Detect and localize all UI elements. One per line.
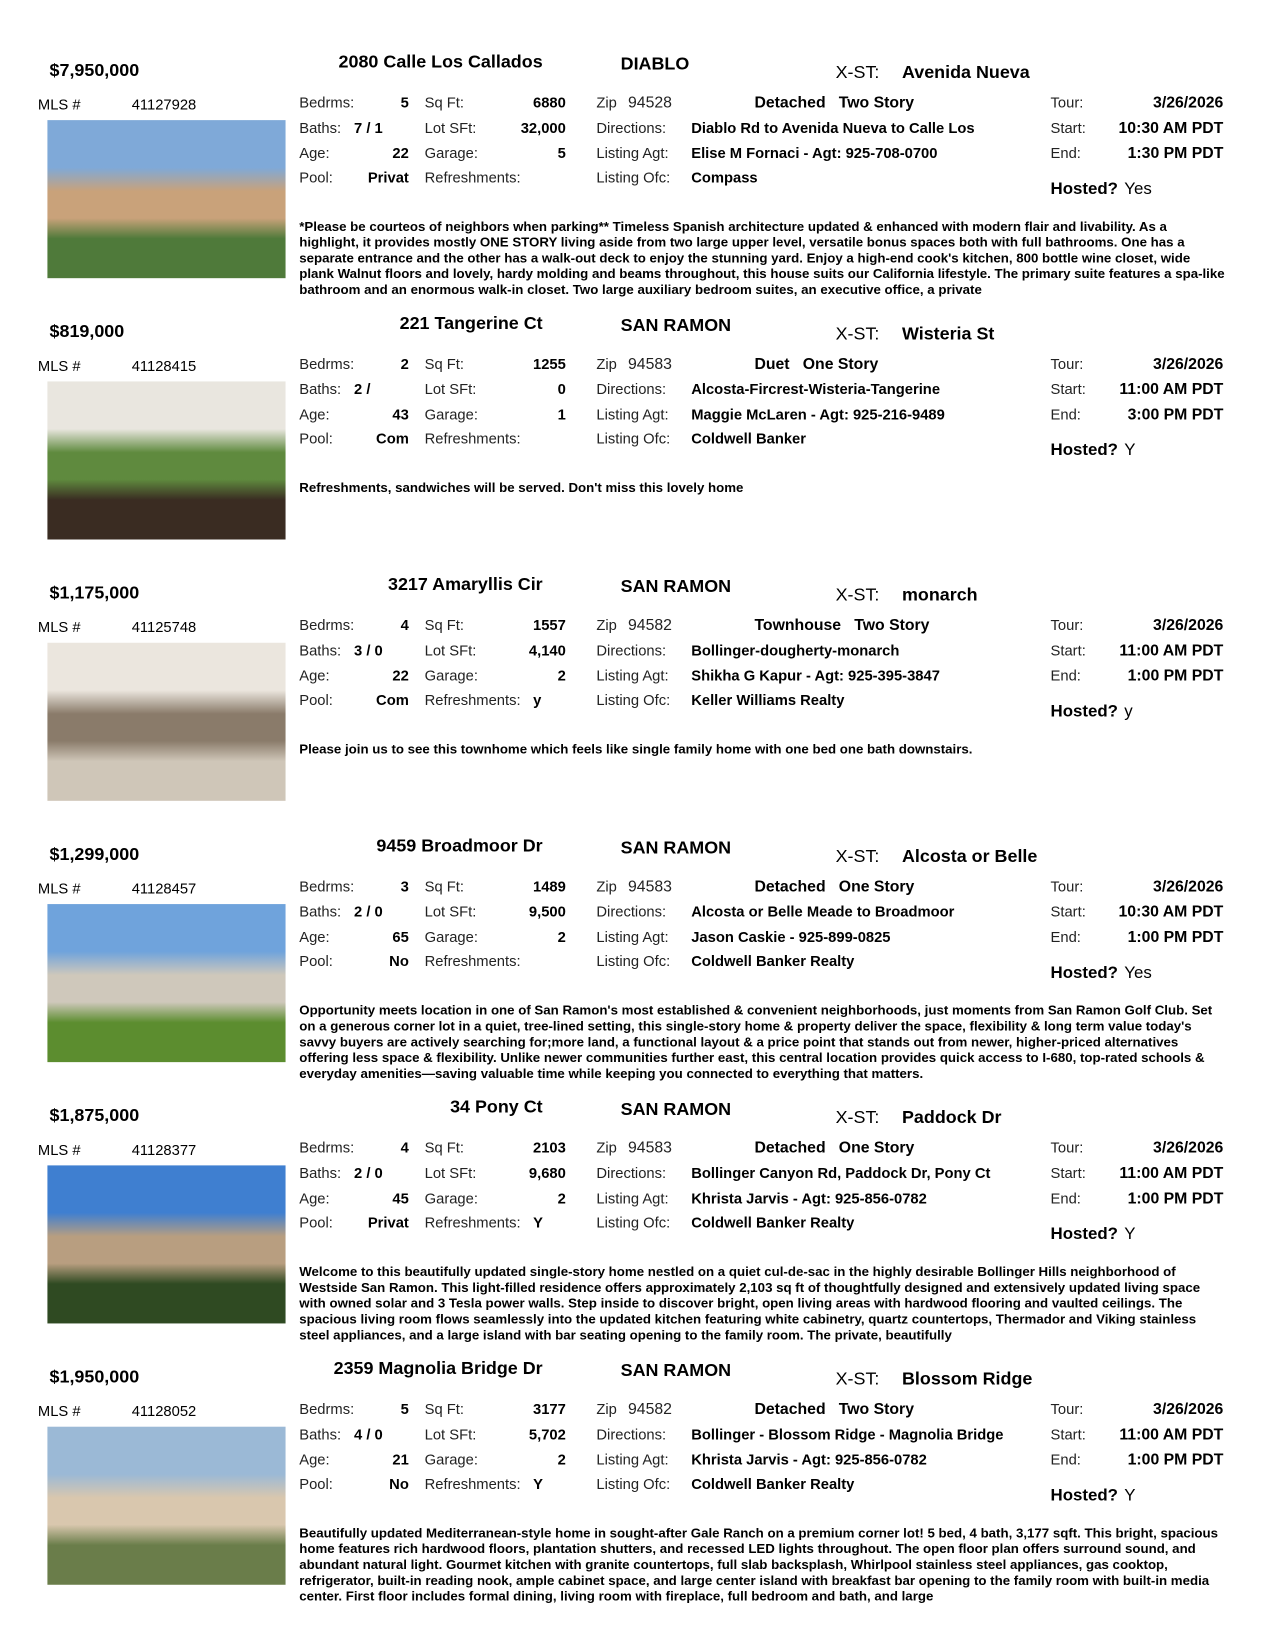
- garage-label: Garage:: [424, 144, 478, 162]
- end-label: End:: [1050, 666, 1081, 684]
- mls-label: MLS #: [37, 1402, 81, 1420]
- zip-value: 94583: [628, 1139, 672, 1157]
- hosted-label: Hosted?: [1050, 964, 1118, 983]
- sqft-label: Sq Ft:: [424, 1400, 465, 1418]
- lot-value: 4,140: [528, 641, 566, 659]
- directions-value: Diablo Rd to Avenida Nueva to Calle Los: [691, 119, 975, 136]
- cross-street-label: X-ST:: [835, 323, 880, 344]
- garage-value: 2: [557, 928, 566, 946]
- mls-number: 41128415: [131, 357, 197, 375]
- garage-value: 1: [557, 405, 566, 423]
- listing-address: 221 Tangerine Ct: [399, 312, 543, 333]
- hosted-label: Hosted?: [1050, 1225, 1118, 1244]
- property-type: Detached One Story: [754, 1139, 915, 1157]
- directions-value: Bollinger - Blossom Ridge - Magnolia Bridge: [691, 1425, 1004, 1443]
- age-value: 22: [392, 144, 409, 162]
- garage-label: Garage:: [424, 1189, 478, 1207]
- property-photo: [47, 381, 285, 539]
- listing-block: [0, 1359, 1275, 1620]
- hosted-value: Yes: [1124, 964, 1152, 983]
- directions-label: Directions:: [596, 903, 667, 920]
- mls-number: 41128457: [131, 879, 197, 897]
- bedrooms-label: Bedrms:: [299, 93, 355, 111]
- hosted-label: Hosted?: [1050, 702, 1118, 721]
- baths-value: 2 / 0: [354, 1164, 383, 1182]
- start-time: 11:00 AM PDT: [1119, 1164, 1224, 1183]
- hosted-label: Hosted?: [1050, 180, 1118, 199]
- end-label: End:: [1050, 144, 1081, 162]
- start-time: 11:00 AM PDT: [1119, 380, 1224, 399]
- listing-agent-label: Listing Agt:: [596, 1450, 669, 1468]
- listing-city: SAN RAMON: [620, 576, 732, 597]
- cross-street-value: monarch: [901, 584, 978, 605]
- zip-label: Zip: [596, 877, 617, 895]
- sqft-label: Sq Ft:: [424, 877, 465, 895]
- refreshments-label: Refreshments:: [424, 691, 521, 709]
- garage-label: Garage:: [424, 405, 478, 423]
- property-type: Detached Two Story: [754, 93, 915, 112]
- zip-label: Zip: [596, 1139, 617, 1156]
- lot-label: Lot SFt:: [424, 380, 477, 398]
- lot-label: Lot SFt:: [424, 1425, 477, 1443]
- baths-value: 2 /: [354, 380, 371, 398]
- tour-date: 3/26/2026: [1153, 616, 1224, 635]
- hosted-value: Y: [1124, 441, 1136, 460]
- property-photo: [47, 120, 285, 278]
- listing-agent-label: Listing Agt:: [596, 405, 669, 423]
- listing-agent-value: Maggie McLaren - Agt: 925-216-9489: [691, 405, 945, 423]
- age-value: 43: [392, 405, 409, 423]
- cross-street-label: X-ST:: [835, 846, 880, 867]
- hosted-field: [1051, 1227, 1136, 1244]
- property-photo: [47, 1427, 285, 1585]
- mls-label: MLS #: [37, 95, 81, 113]
- refreshments-label: Refreshments:: [424, 952, 521, 970]
- hosted-field: [1051, 704, 1133, 721]
- listing-price: $1,299,000: [49, 844, 140, 865]
- baths-label: Baths:: [299, 119, 342, 136]
- cross-street-label: X-ST:: [835, 1107, 880, 1128]
- listing-block: [0, 575, 1275, 836]
- end-label: End:: [1050, 1450, 1081, 1468]
- zip-value: 94583: [628, 355, 672, 374]
- age-label: Age:: [299, 1189, 330, 1207]
- age-value: 65: [392, 928, 409, 946]
- pool-value: Com: [376, 691, 409, 709]
- baths-label: Baths:: [299, 1425, 342, 1443]
- bedrooms-value: 3: [400, 877, 409, 895]
- sqft-value: 2103: [533, 1139, 566, 1156]
- lot-label: Lot SFt:: [424, 641, 477, 659]
- listing-city: SAN RAMON: [620, 837, 732, 858]
- tour-label: Tour:: [1050, 355, 1084, 372]
- directions-value: Alcosta-Fircrest-Wisteria-Tangerine: [691, 380, 941, 398]
- age-value: 21: [392, 1450, 409, 1468]
- listing-description: *Please be courteos of neighbors when parking** Timeless Spanish architecture updated & enhanced with modern flair and livability. As a highlight, it provides mostly ONE STORY living aside from two large upper level, versatile bonus spaces both with full bathrooms. One has a separate entrance and the other has a walk-out deck to enjoy the stunning yard. Enjoy a high-end cook's kitchen, 800 bottle wine closet, wide plank Walnut floors and lovely, hardy molding and beams throughout, this house suits our California lifestyle. The primary suite features a spa-like bathroom and an enormous walk-in closet. Two large auxiliary bedroom suites, an executive office, a private: [299, 219, 1225, 298]
- listing-city: SAN RAMON: [620, 1360, 732, 1381]
- directions-label: Directions:: [596, 119, 667, 136]
- listing-address: 9459 Broadmoor Dr: [376, 835, 543, 856]
- garage-value: 5: [557, 144, 566, 162]
- refreshments-value: y: [533, 691, 542, 709]
- listing-agent-value: Khrista Jarvis - Agt: 925-856-0782: [691, 1189, 927, 1207]
- listing-price: $1,875,000: [49, 1105, 140, 1126]
- mls-number: 41128377: [131, 1141, 197, 1159]
- end-time: 1:00 PM PDT: [1127, 1450, 1224, 1469]
- listing-description: Please join us to see this townhome which feels like single family home with one bed one bath downstairs.: [299, 741, 973, 757]
- listing-block: [0, 837, 1275, 1098]
- start-time: 10:30 AM PDT: [1118, 119, 1224, 137]
- end-time: 1:00 PM PDT: [1127, 666, 1224, 685]
- age-label: Age:: [299, 405, 330, 423]
- zip-label: Zip: [596, 1400, 617, 1418]
- property-type: Detached Two Story: [754, 1400, 915, 1419]
- start-label: Start:: [1050, 380, 1086, 398]
- pool-label: Pool:: [299, 1213, 333, 1231]
- zip-label: Zip: [596, 616, 617, 634]
- lot-label: Lot SFt:: [424, 119, 477, 136]
- mls-label: MLS #: [37, 879, 81, 897]
- listing-agent-value: Khrista Jarvis - Agt: 925-856-0782: [691, 1450, 927, 1468]
- pool-value: No: [389, 952, 409, 970]
- listing-office-value: Coldwell Banker Realty: [691, 1213, 855, 1231]
- sqft-label: Sq Ft:: [424, 93, 465, 111]
- listing-agent-label: Listing Agt:: [596, 928, 669, 946]
- mls-label: MLS #: [37, 1141, 81, 1159]
- hosted-value: Y: [1124, 1225, 1136, 1244]
- start-time: 11:00 AM PDT: [1119, 1425, 1224, 1444]
- property-photo: [47, 904, 285, 1062]
- age-label: Age:: [299, 666, 330, 684]
- listing-city: SAN RAMON: [620, 1099, 732, 1120]
- listing-office-label: Listing Ofc:: [596, 952, 671, 970]
- end-label: End:: [1050, 928, 1081, 946]
- listing-agent-label: Listing Agt:: [596, 666, 669, 684]
- listing-office-value: Coldwell Banker: [691, 429, 806, 447]
- lot-value: 5,702: [528, 1425, 566, 1443]
- directions-label: Directions:: [596, 1425, 667, 1443]
- baths-value: 3 / 0: [354, 641, 383, 659]
- cross-street-value: Paddock Dr: [901, 1107, 1002, 1128]
- refreshments-label: Refreshments:: [424, 1475, 521, 1493]
- mls-number: 41125748: [131, 618, 197, 636]
- pool-value: No: [389, 1475, 409, 1493]
- mls-label: MLS #: [37, 618, 81, 636]
- zip-value: 94528: [628, 93, 672, 112]
- baths-value: 7 / 1: [354, 119, 383, 136]
- start-label: Start:: [1050, 119, 1086, 136]
- mls-number: 41128052: [131, 1402, 197, 1420]
- pool-value: Com: [376, 429, 409, 447]
- zip-value: 94582: [628, 616, 672, 635]
- baths-label: Baths:: [299, 1164, 342, 1182]
- age-value: 22: [392, 666, 409, 684]
- listing-agent-value: Shikha G Kapur - Agt: 925-395-3847: [691, 666, 940, 684]
- tour-date: 3/26/2026: [1153, 877, 1224, 896]
- listing-office-label: Listing Ofc:: [596, 429, 671, 447]
- directions-label: Directions:: [596, 1164, 667, 1182]
- directions-value: Alcosta or Belle Meade to Broadmoor: [691, 903, 955, 920]
- listing-description: Welcome to this beautifully updated single-story home nestled on a quiet cul-de-sac in the highly desirable Bollinger Hills neighborhood of Westside San Ramon. This light-filled residence offers approximately 2,103 sq ft of thoughtfully designed and extensively updated living space with owned solar and 3 Tesla power walls. Step inside to discover bright, open living areas with hardwood flooring and vaulted ceilings. The spacious living room flows seamlessly into the updated kitchen featuring white cabinetry, quartz countertops, Thermador and Viking stainless steel appliances, and a large island with bar seating opening to the family room. The private, beautifully: [299, 1264, 1201, 1343]
- hosted-label: Hosted?: [1050, 1486, 1118, 1505]
- cross-street-value: Avenida Nueva: [901, 62, 1030, 83]
- hosted-field: [1051, 965, 1152, 982]
- tour-date: 3/26/2026: [1153, 1139, 1224, 1157]
- hosted-value: Y: [1124, 1486, 1136, 1505]
- cross-street-label: X-ST:: [835, 584, 880, 605]
- bedrooms-label: Bedrms:: [299, 1400, 355, 1418]
- directions-label: Directions:: [596, 380, 667, 398]
- tour-date: 3/26/2026: [1153, 1400, 1224, 1419]
- bedrooms-value: 4: [400, 1139, 409, 1156]
- sqft-value: 1489: [533, 877, 566, 895]
- garage-label: Garage:: [424, 1450, 478, 1468]
- pool-label: Pool:: [299, 691, 333, 709]
- garage-value: 2: [557, 666, 566, 684]
- pool-value: Privat: [367, 1213, 409, 1231]
- listing-office-value: Compass: [691, 168, 758, 186]
- pool-label: Pool:: [299, 429, 333, 447]
- listing-block: [0, 1098, 1275, 1359]
- start-label: Start:: [1050, 903, 1086, 920]
- age-label: Age:: [299, 144, 330, 162]
- listing-office-label: Listing Ofc:: [596, 1213, 671, 1231]
- cross-street-value: Blossom Ridge: [901, 1368, 1033, 1389]
- listing-office-label: Listing Ofc:: [596, 168, 671, 186]
- start-time: 11:00 AM PDT: [1119, 641, 1224, 660]
- pool-label: Pool:: [299, 168, 333, 186]
- sqft-value: 3177: [533, 1400, 566, 1418]
- end-label: End:: [1050, 405, 1081, 423]
- listing-address: 3217 Amaryllis Cir: [387, 574, 543, 595]
- end-time: 1:00 PM PDT: [1127, 1189, 1224, 1208]
- mls-number: 41127928: [131, 95, 197, 113]
- zip-value: 94582: [628, 1400, 672, 1419]
- listing-agent-value: Elise M Fornaci - Agt: 925-708-0700: [691, 144, 938, 162]
- hosted-value: Yes: [1124, 180, 1152, 199]
- zip-value: 94583: [628, 877, 672, 896]
- listing-description: Opportunity meets location in one of San Ramon's most established & convenient neighborhoods, just moments from San Ramon Golf Club. Set on a generous corner lot in a quiet, tree-lined setting, this single-story home & property deliver the space, flexibility & long term value today's savvy buyers are actively searching for;more land, a functional layout & a price point that stands out from newer, higher-priced alternatives offering less space & flexibility. Unlike newer communities further east, this central location provides quick access to I-680, top-rated schools & everyday amenities—saving valuable time while keeping you connected to everything that matters.: [299, 1003, 1213, 1082]
- cross-street-value: Wisteria St: [901, 323, 995, 344]
- baths-label: Baths:: [299, 903, 342, 920]
- listing-office-value: Coldwell Banker Realty: [691, 1475, 855, 1493]
- start-time: 10:30 AM PDT: [1118, 903, 1224, 921]
- sqft-label: Sq Ft:: [424, 616, 465, 634]
- tour-label: Tour:: [1050, 1139, 1084, 1156]
- refreshments-label: Refreshments:: [424, 168, 521, 186]
- hosted-field: [1051, 181, 1152, 198]
- sqft-label: Sq Ft:: [424, 355, 465, 372]
- sqft-value: 6880: [533, 93, 566, 111]
- age-value: 45: [392, 1189, 409, 1207]
- bedrooms-value: 5: [400, 93, 409, 111]
- listing-address: 34 Pony Ct: [450, 1096, 543, 1117]
- listing-office-value: Coldwell Banker Realty: [691, 952, 855, 970]
- end-time: 1:30 PM PDT: [1127, 144, 1224, 163]
- pool-label: Pool:: [299, 1475, 333, 1493]
- bedrooms-label: Bedrms:: [299, 355, 355, 372]
- tour-date: 3/26/2026: [1153, 355, 1224, 374]
- directions-value: Bollinger-dougherty-monarch: [691, 641, 900, 659]
- end-time: 1:00 PM PDT: [1127, 928, 1224, 947]
- garage-label: Garage:: [424, 928, 478, 946]
- directions-label: Directions:: [596, 641, 667, 659]
- tour-date: 3/26/2026: [1153, 93, 1224, 112]
- mls-label: MLS #: [37, 357, 81, 375]
- listing-city: SAN RAMON: [620, 315, 732, 336]
- property-photo: [47, 1165, 285, 1323]
- zip-label: Zip: [596, 93, 617, 111]
- listing-office-label: Listing Ofc:: [596, 1475, 671, 1493]
- listing-block: [0, 314, 1275, 575]
- hosted-field: [1051, 1488, 1136, 1505]
- bedrooms-value: 4: [400, 616, 409, 634]
- pool-value: Privat: [367, 168, 409, 186]
- property-type: Townhouse Two Story: [754, 616, 930, 635]
- listing-block: [0, 53, 1275, 314]
- refreshments-value: Y: [533, 1213, 544, 1231]
- bedrooms-label: Bedrms:: [299, 616, 355, 634]
- baths-label: Baths:: [299, 641, 342, 659]
- tour-label: Tour:: [1050, 877, 1084, 895]
- tour-label: Tour:: [1050, 93, 1084, 111]
- hosted-field: [1051, 443, 1136, 460]
- property-type: Detached One Story: [754, 877, 915, 896]
- cross-street-label: X-ST:: [835, 1368, 880, 1389]
- age-label: Age:: [299, 1450, 330, 1468]
- start-label: Start:: [1050, 1164, 1086, 1182]
- listing-agent-label: Listing Agt:: [596, 1189, 669, 1207]
- garage-value: 2: [557, 1450, 566, 1468]
- listing-description: Beautifully updated Mediterranean-style home in sought-after Gale Ranch on a premium corner lot! 5 bed, 4 bath, 3,177 sqft. This bright, spacious home features rich hardwood floors, plantation shutters, and recessed LED lights throughout. The open floor plan offers surround sound, and abundant natural light. Gourmet kitchen with granite countertops, full slab backsplash, Whirlpool stainless steel appliances, gas cooktop, refrigerator, built-in reading nook, ample cabinet space, and large center island with breakfast bar opening to the family room with built-in media center. First floor includes formal dining, living room with fireplace, full bedroom and bath, and large: [299, 1525, 1218, 1604]
- bedrooms-value: 2: [400, 355, 409, 372]
- sqft-value: 1557: [533, 616, 566, 634]
- listing-office-value: Keller Williams Realty: [691, 691, 845, 709]
- listing-agent-label: Listing Agt:: [596, 144, 669, 162]
- listing-address: 2359 Magnolia Bridge Dr: [333, 1358, 543, 1379]
- lot-value: 32,000: [520, 119, 566, 136]
- lot-label: Lot SFt:: [424, 1164, 477, 1182]
- sqft-label: Sq Ft:: [424, 1139, 465, 1156]
- cross-street-value: Alcosta or Belle: [901, 846, 1038, 867]
- baths-value: 4 / 0: [354, 1425, 383, 1443]
- tour-label: Tour:: [1050, 1400, 1084, 1418]
- property-photo: [47, 643, 285, 801]
- end-label: End:: [1050, 1189, 1081, 1207]
- listing-price: $7,950,000: [49, 60, 140, 81]
- start-label: Start:: [1050, 1425, 1086, 1443]
- directions-value: Bollinger Canyon Rd, Paddock Dr, Pony Ct: [691, 1164, 991, 1182]
- sqft-value: 1255: [533, 355, 566, 372]
- cross-street-label: X-ST:: [835, 62, 880, 83]
- lot-label: Lot SFt:: [424, 903, 477, 920]
- age-label: Age:: [299, 928, 330, 946]
- hosted-label: Hosted?: [1050, 441, 1118, 460]
- listing-office-label: Listing Ofc:: [596, 691, 671, 709]
- listing-price: $1,950,000: [49, 1366, 140, 1387]
- refreshments-label: Refreshments:: [424, 429, 521, 447]
- listing-address: 2080 Calle Los Callados: [338, 51, 543, 72]
- zip-label: Zip: [596, 355, 617, 372]
- pool-label: Pool:: [299, 952, 333, 970]
- hosted-value: y: [1124, 702, 1133, 721]
- bedrooms-label: Bedrms:: [299, 1139, 355, 1156]
- bedrooms-value: 5: [400, 1400, 409, 1418]
- listing-price: $1,175,000: [49, 582, 140, 603]
- refreshments-label: Refreshments:: [424, 1213, 521, 1231]
- refreshments-value: Y: [533, 1475, 544, 1493]
- listing-description: Refreshments, sandwiches will be served. Don't miss this lovely home: [299, 480, 744, 496]
- lot-value: 0: [557, 380, 566, 398]
- lot-value: 9,500: [528, 903, 566, 920]
- listing-agent-value: Jason Caskie - 925-899-0825: [691, 928, 891, 946]
- property-type: Duet One Story: [754, 355, 879, 374]
- listing-price: $819,000: [49, 321, 125, 342]
- garage-label: Garage:: [424, 666, 478, 684]
- baths-label: Baths:: [299, 380, 342, 398]
- lot-value: 9,680: [528, 1164, 566, 1182]
- garage-value: 2: [557, 1189, 566, 1207]
- listing-city: DIABLO: [620, 53, 690, 74]
- tour-label: Tour:: [1050, 616, 1084, 634]
- start-label: Start:: [1050, 641, 1086, 659]
- bedrooms-label: Bedrms:: [299, 877, 355, 895]
- end-time: 3:00 PM PDT: [1127, 405, 1224, 424]
- baths-value: 2 / 0: [354, 903, 383, 920]
